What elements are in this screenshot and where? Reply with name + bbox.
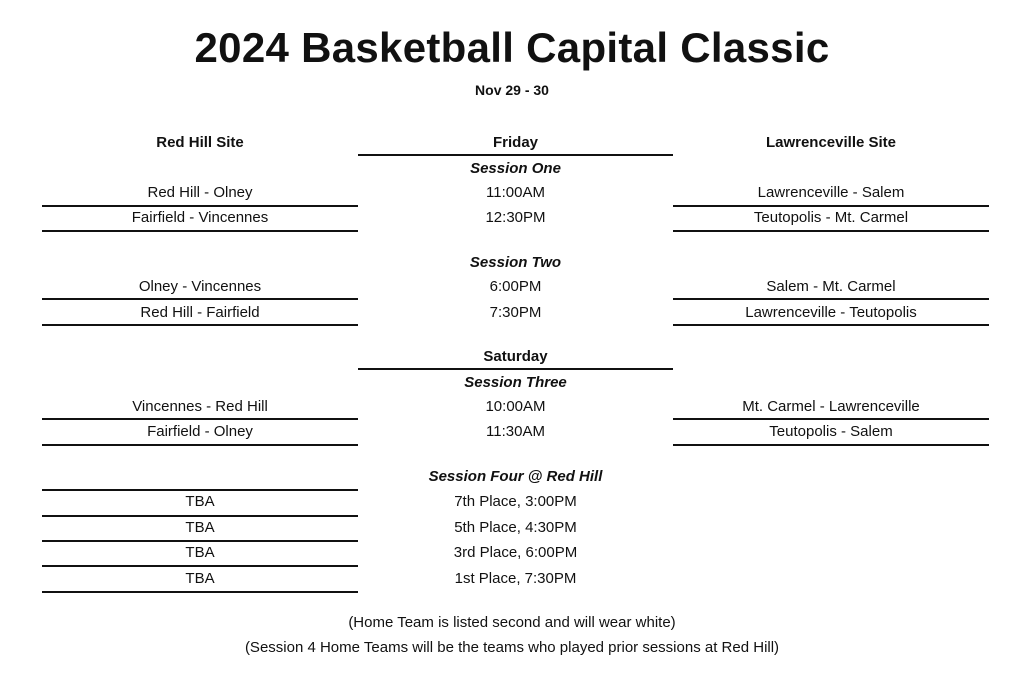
session-one-label: Session One xyxy=(470,160,561,177)
divider xyxy=(42,444,358,446)
divider xyxy=(673,324,989,326)
divider xyxy=(42,298,358,300)
divider xyxy=(42,418,358,420)
final-team: TBA xyxy=(185,544,215,561)
saturday-header: Saturday xyxy=(483,348,548,365)
divider xyxy=(673,205,989,207)
final-team: TBA xyxy=(185,570,215,587)
divider xyxy=(42,324,358,326)
divider xyxy=(358,154,673,156)
divider xyxy=(42,591,358,593)
divider xyxy=(42,565,358,567)
divider xyxy=(673,298,989,300)
game-cell: Red Hill - Olney xyxy=(147,184,253,201)
final-slot: 3rd Place, 6:00PM xyxy=(453,544,578,561)
page-title: 2024 Basketball Capital Classic xyxy=(194,24,830,71)
final-slot: 5th Place, 4:30PM xyxy=(454,519,577,536)
final-slot: 7th Place, 3:00PM xyxy=(454,493,577,510)
session-two-label: Session Two xyxy=(469,254,562,271)
divider xyxy=(42,489,358,491)
divider xyxy=(673,418,989,420)
game-time: 12:30PM xyxy=(485,209,546,226)
divider xyxy=(42,205,358,207)
event-dates: Nov 29 - 30 xyxy=(475,82,549,98)
game-cell: Lawrenceville - Teutopolis xyxy=(745,304,917,321)
game-cell: Red Hill - Fairfield xyxy=(140,304,260,321)
session4-home-note: (Session 4 Home Teams will be the teams who played prior sessions at Red Hill) xyxy=(244,639,780,656)
home-team-note: (Home Team is listed second and will wear white) xyxy=(348,614,676,631)
session-four-label: Session Four @ Red Hill xyxy=(428,468,603,485)
game-cell: Fairfield - Vincennes xyxy=(131,209,269,226)
divider xyxy=(673,444,989,446)
game-cell: Fairfield - Olney xyxy=(147,423,253,440)
game-time: 6:00PM xyxy=(489,278,542,295)
divider xyxy=(358,368,673,370)
divider xyxy=(42,230,358,232)
final-team: TBA xyxy=(185,519,215,536)
divider xyxy=(673,230,989,232)
game-time: 11:00AM xyxy=(486,184,545,201)
game-time: 10:00AM xyxy=(485,398,546,415)
lawrenceville-site-header: Lawrenceville Site xyxy=(765,134,897,151)
game-cell: Mt. Carmel - Lawrenceville xyxy=(742,398,920,415)
game-time: 7:30PM xyxy=(489,304,542,321)
friday-header: Friday xyxy=(492,134,538,151)
final-team: TBA xyxy=(185,493,215,510)
red-hill-site-header: Red Hill Site xyxy=(156,134,244,151)
final-slot: 1st Place, 7:30PM xyxy=(454,570,577,587)
game-cell: Teutopolis - Mt. Carmel xyxy=(753,209,909,226)
game-cell: Olney - Vincennes xyxy=(138,278,262,295)
divider xyxy=(42,540,358,542)
game-cell: Salem - Mt. Carmel xyxy=(766,278,896,295)
session-three-label: Session Three xyxy=(464,374,567,391)
game-cell: Teutopolis - Salem xyxy=(769,423,893,440)
game-time: 11:30AM xyxy=(486,423,545,440)
divider xyxy=(42,515,358,517)
game-cell: Vincennes - Red Hill xyxy=(132,398,268,415)
game-cell: Lawrenceville - Salem xyxy=(757,184,905,201)
